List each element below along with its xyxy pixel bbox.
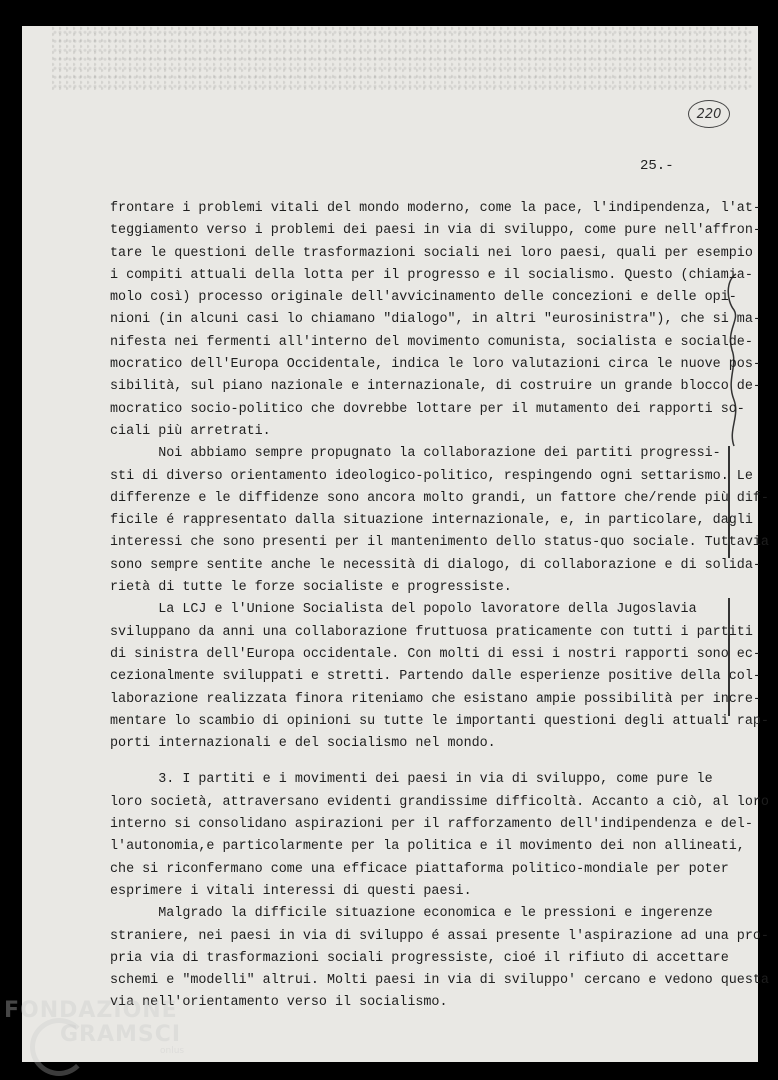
text-line: nifesta nei fermenti all'interno del movimento comunista, socialista e socialde- <box>110 334 753 350</box>
text-line: Malgrado la difficile situazione economica e le pressioni e ingerenze <box>110 906 713 922</box>
text-line: La LCJ e l'Unione Socialista del popolo lavoratore della Jugoslavia <box>110 602 697 618</box>
text-line: sviluppano da anni una collaborazione fruttuosa praticamente con tutti i partiti <box>110 624 753 640</box>
scan-noise <box>52 26 752 90</box>
text-line: sti di diverso orientamento ideologico-politico, respingendo ogni settarismo. Le <box>110 468 753 484</box>
text-line: straniere, nei paesi in via di sviluppo é assai presente l'aspirazione ad una pro- <box>110 928 769 944</box>
text-line: Noi abbiamo sempre propugnato la collaborazione dei partiti progressi- <box>110 446 721 462</box>
text-line: porti internazionali e del socialismo nel mondo. <box>110 736 496 752</box>
fondazione-gramsci-watermark <box>0 998 200 1068</box>
text-line: di sinistra dell'Europa occidentale. Con molti di essi i nostri rapporti sono ec- <box>110 646 761 662</box>
text-line: l'autonomia,e particolarmente per la politica e il movimento dei non allineati, <box>110 839 745 855</box>
watermark-line-2: GRAMSCI <box>60 1022 182 1047</box>
text-line: schemi e "modelli" altrui. Molti paesi in via di sviluppo' cercano e vedono questa <box>110 973 769 989</box>
page-number: 25.- <box>640 158 674 174</box>
text-line: loro società, attraversano evidenti grandissime difficoltà. Accanto a ciò, al loro <box>110 794 769 810</box>
text-line: ciali più arretrati. <box>110 423 271 439</box>
body-text <box>110 198 769 1015</box>
text-line: mocratico socio-politico che dovrebbe lottare per il mutamento dei rapporti so- <box>110 401 745 417</box>
text-line: mentare lo scambio di opinioni su tutte le importanti questioni degli attuali rap- <box>110 713 769 729</box>
archive-stamp: 220 <box>688 100 730 128</box>
text-line: molo così) processo originale dell'avvicinamento delle concezioni e delle opi- <box>110 290 737 306</box>
watermark-line-3: onlus <box>160 1046 185 1056</box>
text-line: interessi che sono presenti per il mantenimento dello status-quo sociale. Tuttavia <box>110 535 769 551</box>
text-line: ficile é rappresentato dalla situazione internazionale, e, in particolare, dagli <box>110 513 753 529</box>
text-line: esprimere i vitali interessi di questi paesi. <box>110 883 472 899</box>
text-line: via nell'orientamento verso il socialismo. <box>110 995 448 1011</box>
watermark-line-1: FONDAZIONE <box>4 998 178 1023</box>
text-line: 3. I partiti e i movimenti dei paesi in via di sviluppo, come pure le <box>110 772 713 788</box>
text-line: che si riconfermano come una efficace piattaforma politico-mondiale per poter <box>110 861 729 877</box>
text-line: teggiamento verso i problemi dei paesi in via di sviluppo, come pure nell'affron- <box>110 223 761 239</box>
text-line: cezionalmente sviluppati e stretti. Partendo dalle esperienze positive della col- <box>110 669 761 685</box>
text-line: interno si consolidano aspirazioni per il rafforzamento dell'indipendenza e del- <box>110 817 753 833</box>
text-line: pria via di trasformazioni sociali progressiste, cioé il rifiuto di accettare <box>110 950 729 966</box>
text-line: tare le questioni delle trasformazioni sociali nei loro paesi, quali per esempio <box>110 245 753 261</box>
text-line: mocratico dell'Europa Occidentale, indica le loro valutazioni circa le nuove pos- <box>110 357 761 373</box>
text-line: differenze e le diffidenze sono ancora molto grandi, un fattore che/rende più dif- <box>110 490 769 506</box>
text-line: sibilità, sul piano nazionale e internazionale, di costruire un grande blocco de- <box>110 379 761 395</box>
text-line: frontare i problemi vitali del mondo moderno, come la pace, l'indipendenza, l'at- <box>110 201 761 216</box>
text-line: rietà di tutte le forze socialiste e progressiste. <box>110 580 512 596</box>
document-page <box>22 26 769 1062</box>
text-line <box>110 755 730 769</box>
text-line: nioni (in alcuni casi lo chiamano "dialogo", in altri "eurosinistra"), che si ma- <box>110 312 761 328</box>
text-line: sono sempre sentite anche le necessità di dialogo, di collaborazione e di solida- <box>110 557 761 573</box>
text-line: i compiti attuali della lotta per il progresso e il socialismo. Questo (chiamia- <box>110 267 753 283</box>
text-line: laborazione realizzata finora riteniamo che esistano ampie possibilità per incre- <box>110 691 761 707</box>
